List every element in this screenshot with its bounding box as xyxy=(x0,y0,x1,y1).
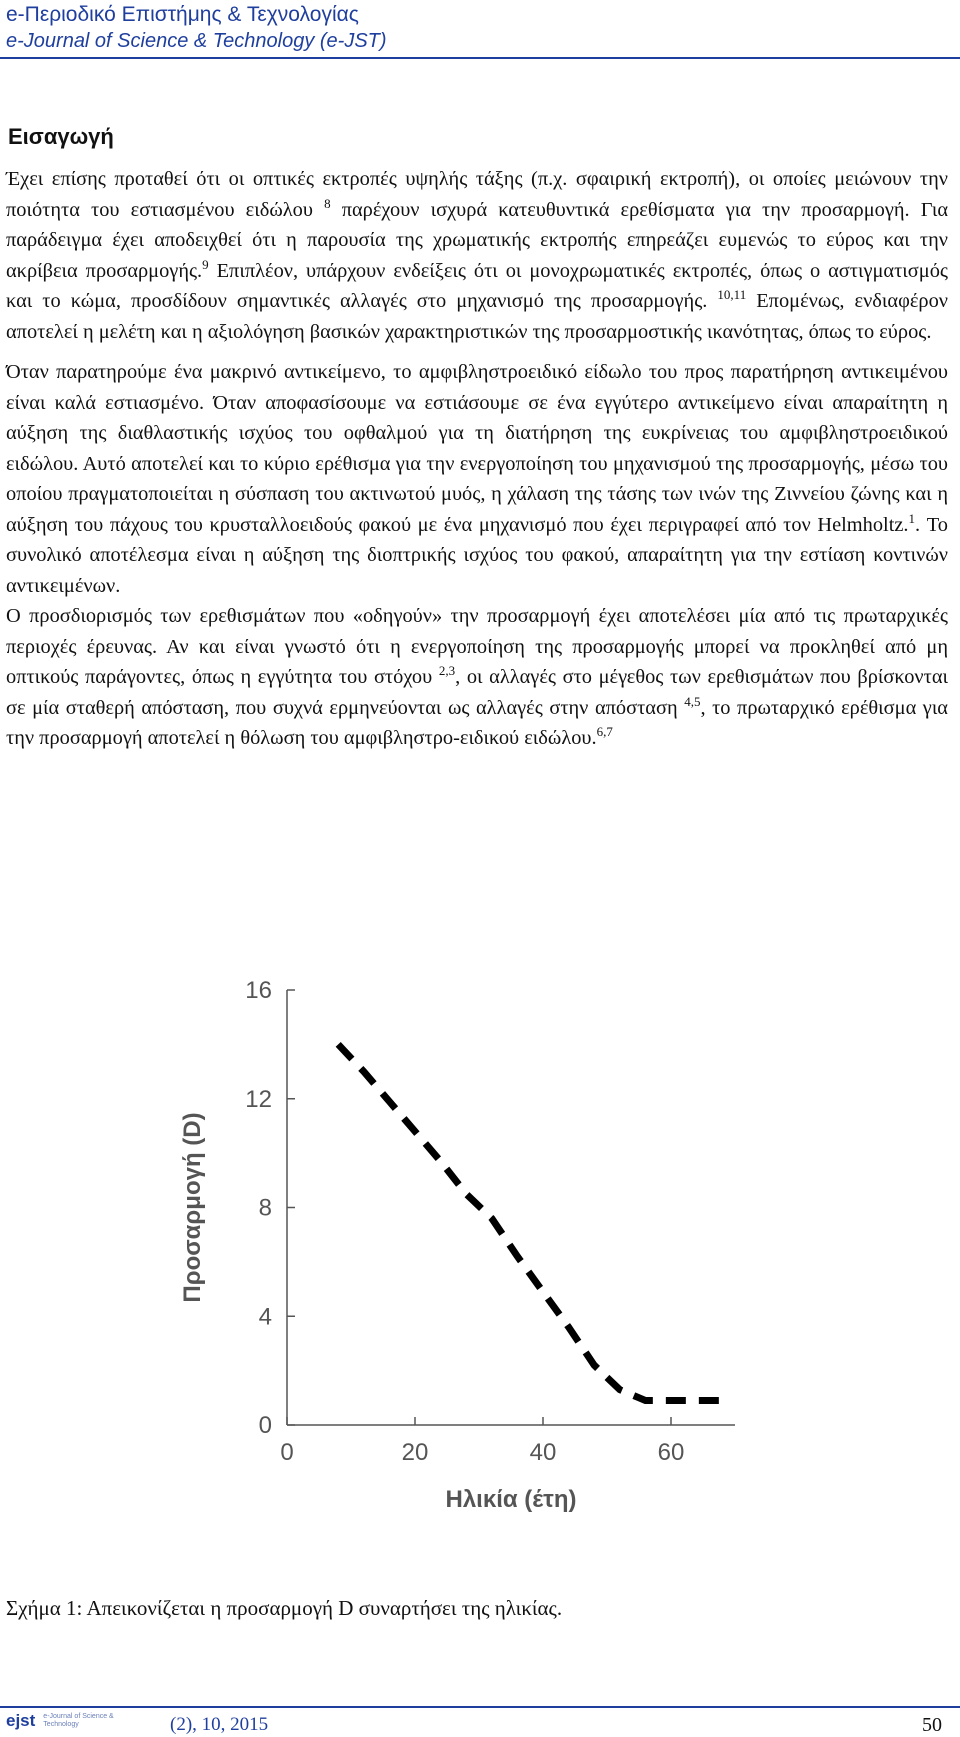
paragraph-1-text: Επιπλέον, υπάρχουν ενδείξεις ότι οι μονοχρωματικές εκτροπές, όπως ο αστιγματισμός και το κώμα, προσδίδουν σημαντικές αλλαγές στο μηχανισμό της προσαρμογής. xyxy=(6,259,948,312)
paragraph-2 xyxy=(6,357,948,601)
accommodation-age-figure xyxy=(180,975,760,1535)
paragraph-2-text: Όταν παρατηρούμε ένα μακρινό αντικείμενο, το αμφιβληστροειδικό είδωλο του προς παρατήρηση αντικειμένου είναι καλά εστιασμένο. Όταν αποφασίσουμε να εστιάσουμε σε ένα εγγύτερο αντικείμενο είναι απαραίτητη η αύξηση της διαθλαστικής ισχύος του οφθαλμού για τη διατήρηση της ευκρίνειας του αμφιβληστροειδικού ειδώλου. Αυτό αποτελεί και το κύριο ερέθισμα για την ενεργοποίηση του μηχανισμού της προσαρμογής, μέσω του οποίου πραγματοποιείται η σύσπαση του ακτινωτού μυός, η χάλαση της τάσης των ινών της Ζιννείου ζώνης και η αύξηση του πάχους του κρυσταλλοειδούς φακού με ένα μηχανισμό που έχει περιγραφεί από τον Helmholtz. xyxy=(6,361,948,536)
paragraph-3 xyxy=(6,601,948,754)
journal-title-greek: e-Περιοδικό Επιστήμης & Τεχνολογίας xyxy=(6,3,359,26)
y-tick-label: 0 xyxy=(258,1412,272,1439)
citation: 1 xyxy=(908,510,916,526)
footer-issue: (2), 10, 2015 xyxy=(170,1714,269,1735)
citation: 6,7 xyxy=(596,724,613,739)
header-divider xyxy=(0,57,960,59)
y-tick-label: 8 xyxy=(258,1194,272,1222)
paragraph-3-text: , οι αλλαγές στο μέγεθος των ερεθισμάτων που βρίσκονται σε μία σταθερή απόσταση, που συχνά ερμηνεύονται ως αλλαγές στην απόσταση xyxy=(6,666,948,719)
journal-header xyxy=(6,2,387,54)
footer-divider xyxy=(0,1706,960,1708)
x-tick-label: 60 xyxy=(657,1439,685,1466)
section-title: Εισαγωγή xyxy=(8,124,114,149)
page-number: 50 xyxy=(922,1714,942,1736)
figure-caption: Σχήμα 1: Απεικονίζεται η προσαρμογή D συναρτήσει της ηλικίας. xyxy=(6,1596,563,1620)
x-tick-label: 40 xyxy=(529,1439,557,1466)
paragraph-2-text: . Το συνολικό αποτέλεσμα είναι η αύξηση της διοπτρικής ισχύος του φακού, απαραίτητη για την εστίαση κοντινών αντικειμένων. xyxy=(6,513,948,597)
x-tick-label: 0 xyxy=(280,1439,294,1466)
y-tick-label: 12 xyxy=(245,1085,272,1113)
y-axis-label: Προσαρμογή (D) xyxy=(180,1112,206,1303)
body-text xyxy=(6,164,948,754)
citation: 2,3 xyxy=(438,663,456,678)
y-tick-label: 16 xyxy=(245,977,272,1004)
x-tick-label: 20 xyxy=(401,1439,429,1466)
ejst-logo-subtitle: e-Journal of Science & Technology xyxy=(43,1713,114,1728)
accommodation-series-line xyxy=(338,1044,722,1400)
paragraph-1-text: Έχει επίσης προταθεί ότι οι οπτικές εκτροπές υψηλής τάξης (π.χ. σφαιρική εκτροπή), οι οποίες μειώνουν την ποιότητα του εστιασμένου ειδώλου xyxy=(6,168,948,221)
citation: 10,11 xyxy=(717,287,747,302)
y-tick-label: 4 xyxy=(258,1303,272,1331)
journal-title-english: e-Journal of Science & Technology (e-JST) xyxy=(6,30,387,52)
paragraph-3-text: Ο προσδιορισμός των ερεθισμάτων που «οδηγούν» την προσαρμογή έχει αποτελέσει μία από τις πρωταρχικές περιοχές έρευνας. Αν και είναι γνωστό ότι η ενεργοποίηση της προσαρμογής μπορεί να προκληθεί από μη οπτικούς παράγοντες, όπως η εγγύτητα του στόχου xyxy=(6,605,948,688)
footer-logo xyxy=(6,1711,133,1731)
paragraph-1-text: Επομένως, ενδιαφέρον αποτελεί η μελέτη και η αξιολόγηση βασικών χαρακτηριστικών της προσαρμοστικής ικανότητας, όπως το εύρος. xyxy=(6,290,948,343)
paragraph-1-text: παρέχουν ισχυρά κατευθυντικά ερεθίσματα για την προσαρμογή. Για παράδειγμα έχει αποδειχθεί ότι η παρουσία της χρωματικής εκτροπής επηρεάζει ευμενώς το εύρος και την ακρίβεια προσαρμογής. xyxy=(6,198,948,282)
paragraph-3-text: , το πρωταρχικό ερέθισμα για την προσαρμογή αποτελεί η θόλωση του αμφιβληστρο-ειδικού ειδώλου. xyxy=(6,696,948,749)
x-axis-label: Ηλικία (έτη) xyxy=(445,1486,577,1513)
ejst-logo: ejst xyxy=(6,1711,36,1730)
citation: 4,5 xyxy=(684,693,701,709)
citation: 9 xyxy=(202,256,209,272)
citation: 8 xyxy=(324,195,331,211)
accommodation-chart xyxy=(180,975,760,1535)
paragraph-1 xyxy=(6,164,948,347)
